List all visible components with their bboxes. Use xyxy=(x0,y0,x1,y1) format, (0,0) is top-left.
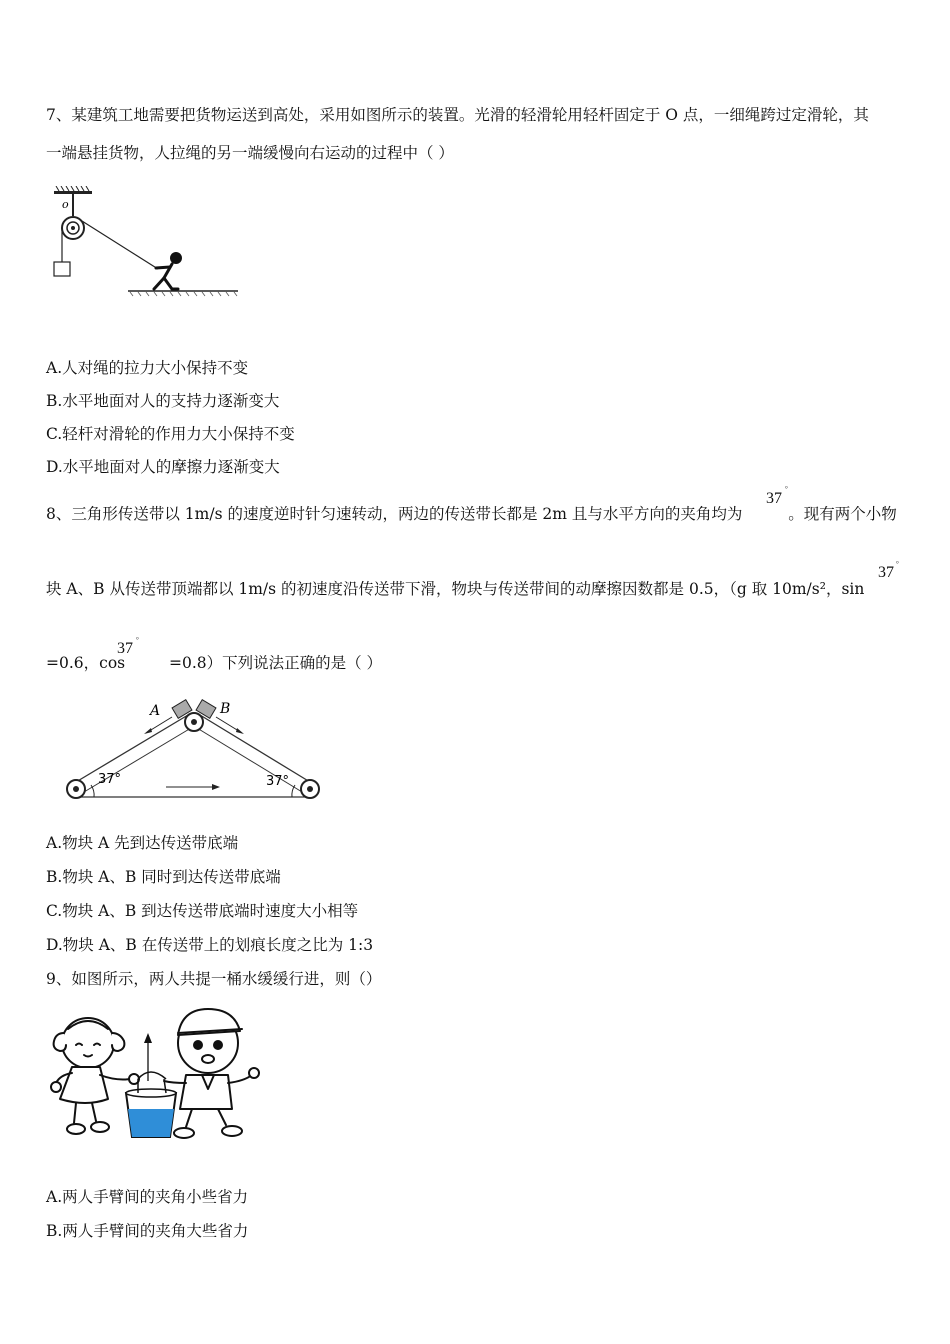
q8-angle-2-deg: ° xyxy=(896,560,899,568)
q8-angle-3-deg: ° xyxy=(136,636,139,644)
ceiling-hatch xyxy=(56,186,89,191)
q7-option-a: A.人对绳的拉力大小保持不变 xyxy=(46,359,249,377)
q7-option-b: B.水平地面对人的支持力逐渐变大 xyxy=(46,392,280,410)
q8-option-c: C.物块 A、B 到达传送带底端时速度大小相等 xyxy=(46,902,359,920)
q8-angle-3: 37 xyxy=(117,640,133,657)
q7-option-c: C.轻杆对滑轮的作用力大小保持不变 xyxy=(46,425,295,443)
q7-stem-line2: 一端悬挂货物，人拉绳的另一端缓慢向右运动的过程中（ ） xyxy=(46,144,454,162)
cargo-box xyxy=(54,262,70,276)
left-angle-label: 37° xyxy=(98,772,122,787)
boy-figure xyxy=(164,1009,259,1138)
pulley-figure xyxy=(46,186,246,302)
left-belt-inner xyxy=(79,728,191,795)
q9-stem-line1: 9、如图所示，两人共提一桶水缓缓行进，则（） xyxy=(46,970,382,988)
ceiling-bar xyxy=(54,191,92,194)
q8-line1-text: 8、三角形传送带以 1m/s 的速度逆时针匀速转动，两边的传送带长都是 2m 且与水平方向的夹角均为 xyxy=(46,505,743,523)
conveyor-figure xyxy=(60,695,330,805)
q8-option-a: A.物块 A 先到达传送带底端 xyxy=(46,834,239,852)
q7-option-d: D.水平地面对人的摩擦力逐渐变大 xyxy=(46,458,280,476)
q8-angle-1-deg: ° xyxy=(785,485,788,493)
left-wheel xyxy=(67,780,85,798)
right-angle-arc xyxy=(292,785,295,797)
q7-stem-line1: 7、某建筑工地需要把货物运送到高处，采用如图所示的装置。光滑的轻滑轮用轻杆固定于 O 点，一细绳跨过定滑轮，其 xyxy=(46,106,869,124)
left-belt-outer xyxy=(76,715,188,782)
label-b: B xyxy=(220,701,231,717)
right-wheel xyxy=(301,780,319,798)
label-a: A xyxy=(150,703,161,719)
rope-slant xyxy=(82,221,158,269)
q8-option-b: B.物块 A、B 同时到达传送带底端 xyxy=(46,868,281,886)
q8-stem-line3 xyxy=(46,651,382,673)
girl-figure xyxy=(51,1018,139,1134)
ground-hatch xyxy=(130,292,237,296)
q8-stem-line2: 块 A、B 从传送带顶端都以 1m/s 的初速度沿传送带下滑，物块与传送带间的动摩擦因数都是 0.5，（g 取 10m/s²，sin xyxy=(46,580,865,598)
q8-option-d: D.物块 A、B 在传送带上的划痕长度之比为 1:3 xyxy=(46,936,374,954)
children-carrying-bucket-figure xyxy=(46,1003,261,1145)
person-figure xyxy=(154,252,182,289)
q8-line3-end: =0.8）下列说法正确的是（ ） xyxy=(168,654,383,672)
top-wheel xyxy=(185,713,203,731)
q9-option-b: B.两人手臂间的夹角大些省力 xyxy=(46,1222,249,1240)
q9-option-a: A.两人手臂间的夹角小些省力 xyxy=(46,1188,249,1206)
right-angle-label: 37° xyxy=(266,774,290,789)
q8-line3-start: =0.6，cos xyxy=(46,654,126,672)
point-o-label: o xyxy=(62,198,69,211)
right-belt-outer xyxy=(200,715,310,782)
q8-angle-1: 37 xyxy=(766,490,782,507)
q8-line1-end: 。现有两个小物 xyxy=(788,505,897,523)
q8-angle-2: 37 xyxy=(878,564,894,581)
